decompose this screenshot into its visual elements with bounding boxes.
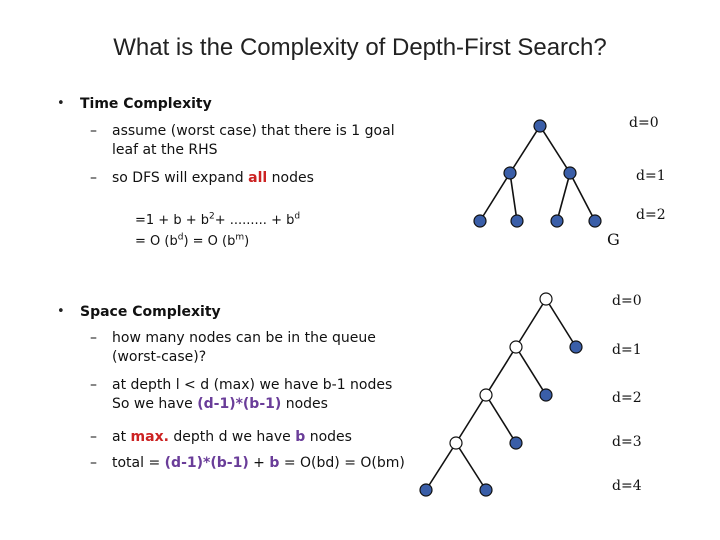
tree2-level-3: d=3 [612,434,642,450]
tree1-level-1: d=1 [636,168,666,184]
tree1-edges [480,126,595,221]
so-pre: So we have [112,396,198,412]
tree1-goal-label: G [607,230,620,249]
space-queue-line2: (worst-case)? [112,349,207,365]
tree2-node-d3-left [450,437,462,449]
tree2-level-0: d=0 [612,293,642,309]
slide-title: What is the Complexity of Depth-First Search? [113,34,607,61]
time-assume-line1: assume (worst case) that there is 1 goal [112,123,395,139]
tree2-nodes [420,293,582,496]
formula-order-a: = O (b [135,234,178,249]
dash-marker: – [90,170,97,186]
dash-marker: – [90,123,97,139]
tree2-edges [426,299,576,490]
tree1-node-root [534,120,546,132]
dash-marker: – [90,455,97,471]
tree1-leaf-goal [589,215,601,227]
max-b-highlight: b [295,429,306,445]
space-depth-line: at depth l < d (max) we have b-1 nodes [112,377,393,393]
tree1-leaf-2 [511,215,523,227]
formula-sum-b: + ......... + b [214,213,295,228]
bullet-space: • [57,304,65,319]
tree2-node-d0 [540,293,552,305]
formula-order-b: ) = O (b [183,234,236,249]
formula-sum-sup1: 2 [208,211,215,222]
total-b-highlight: b [269,455,280,471]
tree2-level-1: d=1 [612,342,642,358]
space-queue-line1: how many nodes can be in the queue [112,330,376,346]
so-highlight: (d-1)*(b-1) [197,396,282,412]
tree1-nodes [474,120,601,227]
total-pre: total = [112,455,165,471]
formula-sum-sup2: d [294,211,301,222]
expand-post: nodes [267,170,314,186]
dash-marker: – [90,429,97,445]
tree2-node-d4-right [480,484,492,496]
tree2-node-d4-left [420,484,432,496]
tree2-node-d2-left [480,389,492,401]
tree2-node-d3-right [510,437,522,449]
expand-all-highlight: all [248,170,268,186]
tree2-node-d1-left [510,341,522,353]
expand-pre: so DFS will expand [112,170,249,186]
max-highlight: max. [130,429,169,445]
max-pre: at [112,429,131,445]
tree2-level-4: d=4 [612,478,642,494]
tree2-level-2: d=2 [612,390,642,406]
time-assume-line2: leaf at the RHS [112,142,218,158]
dash-marker: – [90,330,97,346]
formula-order-sup1: d [177,232,184,243]
tree1-node-d1-left [504,167,516,179]
formula-order-sup2: m [235,232,245,243]
time-heading: Time Complexity [80,96,212,112]
bullet-time: • [57,96,65,111]
space-heading: Space Complexity [80,304,221,320]
so-post: nodes [281,396,328,412]
total-post: = O(bd) = O(bm) [279,455,405,471]
total-mid: + [248,455,270,471]
formula-order-c: ) [244,234,250,249]
tree2-node-d2-right [540,389,552,401]
dash-marker: – [90,377,97,393]
tree1-level-0: d=0 [629,115,659,131]
formula-sum-a: =1 + b + b [135,213,209,228]
max-post: nodes [305,429,352,445]
total-highlight: (d-1)*(b-1) [164,455,249,471]
tree2-node-d1-right [570,341,582,353]
max-mid: depth d we have [168,429,296,445]
tree1-leaf-3 [551,215,563,227]
tree1-leaf-1 [474,215,486,227]
tree1-level-2: d=2 [636,207,666,223]
tree1-node-d1-right [564,167,576,179]
